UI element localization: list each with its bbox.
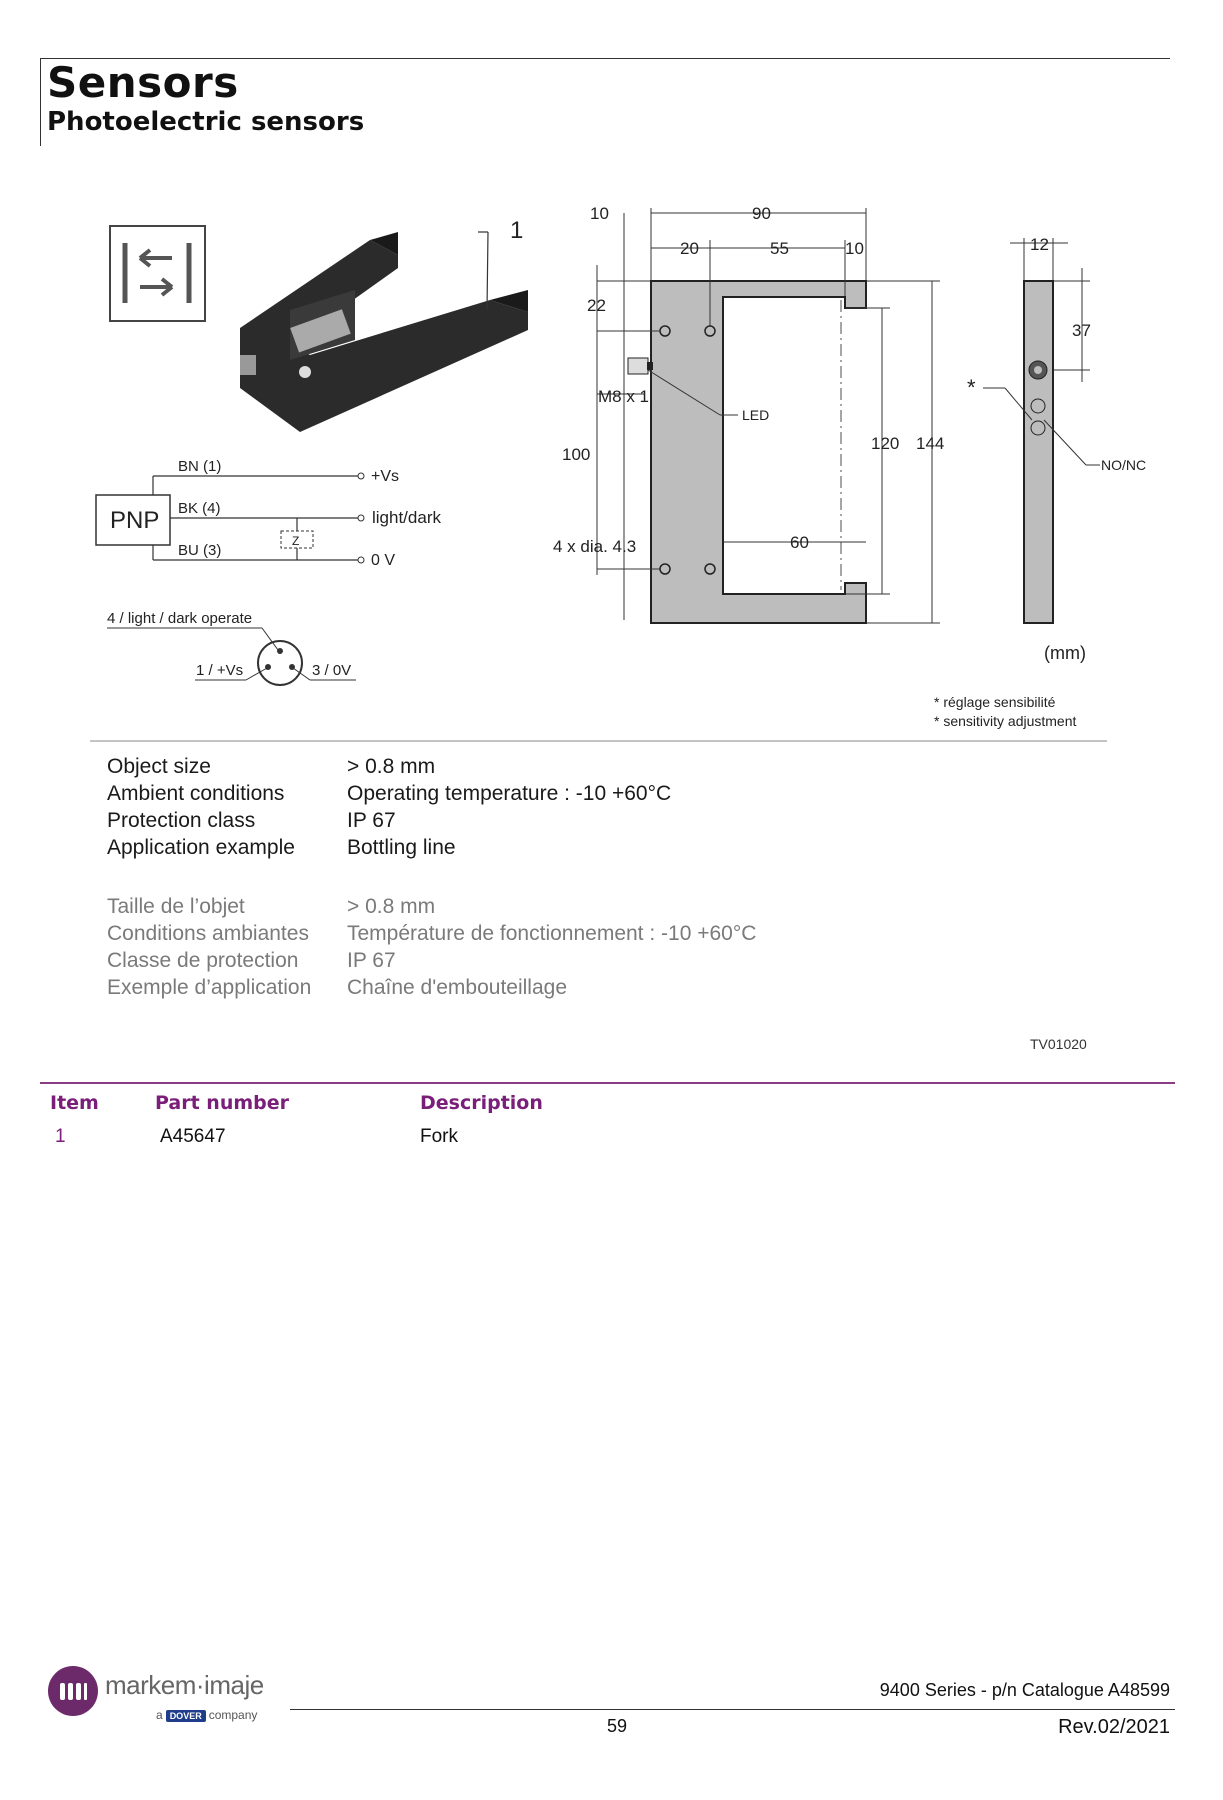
dim-55: 55 xyxy=(770,239,789,258)
star-marker: * xyxy=(967,375,976,400)
footer-rule xyxy=(290,1709,1175,1710)
dim-144: 144 xyxy=(916,434,945,453)
markem-imaje-logo-icon xyxy=(48,1666,98,1716)
th-part-number: Part number xyxy=(155,1092,290,1114)
dim-60: 60 xyxy=(790,533,809,552)
spec-fr-label: Classe de protection xyxy=(107,949,299,972)
fork-sensor-photo xyxy=(240,232,528,432)
spec-fr-value: Chaîne d'embouteillage xyxy=(347,976,567,999)
footer-series: 9400 Series - p/n Catalogue A48599 xyxy=(879,1680,1170,1700)
spec-en-label: Protection class xyxy=(107,809,256,832)
dim-100: 100 xyxy=(562,445,591,464)
spec-en-value: Bottling line xyxy=(347,836,456,859)
specs-fr xyxy=(0,893,900,1003)
page-number: 59 xyxy=(607,1716,628,1736)
pin3-label: 3 / 0V xyxy=(312,662,352,679)
dim-10-left: 10 xyxy=(590,204,609,223)
tagline-company: company xyxy=(208,1708,258,1722)
dim-m8: M8 x 1 xyxy=(598,387,650,406)
spec-en-value: IP 67 xyxy=(347,809,396,832)
spec-fr-value: IP 67 xyxy=(347,949,396,972)
pnp-label: PNP xyxy=(110,507,160,534)
spec-fr-value: Température de fonctionnement : -10 +60°C xyxy=(347,922,757,945)
dim-20: 20 xyxy=(680,239,699,258)
unit-label: (mm) xyxy=(1044,643,1086,663)
zero-v-label: 0 V xyxy=(371,552,396,569)
note-en: * sensitivity adjustment xyxy=(934,713,1077,729)
dim-10-right: 10 xyxy=(845,239,864,258)
side-view-drawing xyxy=(1024,281,1053,623)
callout-1: 1 xyxy=(510,217,524,244)
led-label: LED xyxy=(742,407,770,423)
tagline-a: a xyxy=(156,1708,163,1722)
note-fr: * réglage sensibilité xyxy=(934,694,1056,710)
spec-fr-label: Taille de l’objet xyxy=(107,895,245,918)
vs-label: +Vs xyxy=(371,468,400,485)
fork-sensor-symbol-icon xyxy=(110,226,205,321)
revision: Rev.02/2021 xyxy=(1058,1716,1170,1738)
dim-120: 120 xyxy=(871,434,900,453)
spec-fr-label: Conditions ambiantes xyxy=(107,922,309,945)
spec-en-label: Application example xyxy=(107,836,295,859)
nonc-label: NO/NC xyxy=(1101,457,1147,473)
specs-en xyxy=(0,753,900,863)
dim-12: 12 xyxy=(1030,235,1049,254)
cell-part-number: A45647 xyxy=(160,1126,226,1147)
wire-bk-label: BK (4) xyxy=(178,500,221,517)
th-item: Item xyxy=(50,1092,99,1114)
wire-bn-label: BN (1) xyxy=(178,458,222,475)
z-label: Z xyxy=(292,534,300,548)
brand-name: markem·imaje xyxy=(105,1670,264,1700)
page-subtitle: Photoelectric sensors xyxy=(47,107,365,137)
pin1-label: 1 / +Vs xyxy=(196,662,244,679)
th-description: Description xyxy=(420,1092,543,1114)
dim-37: 37 xyxy=(1072,321,1091,340)
wire-bu-label: BU (3) xyxy=(178,542,222,559)
spec-en-value: Operating temperature : -10 +60°C xyxy=(347,782,672,805)
dim-90: 90 xyxy=(752,204,771,223)
spec-en-label: Ambient conditions xyxy=(107,782,285,805)
holes-label: 4 x dia. 4.3 xyxy=(553,537,637,556)
sensor-technical-drawing xyxy=(0,0,1223,760)
brand-tagline xyxy=(156,1708,257,1722)
light-dark-label: light/dark xyxy=(372,508,441,527)
page-title: Sensors xyxy=(47,58,239,107)
pin4-label: 4 / light / dark operate xyxy=(107,610,253,627)
dim-22: 22 xyxy=(587,296,606,315)
spec-en-value: > 0.8 mm xyxy=(347,755,436,778)
cell-item: 1 xyxy=(55,1126,66,1147)
spec-en-label: Object size xyxy=(107,755,211,778)
dover-logo: DOVER xyxy=(166,1710,206,1722)
spec-fr-value: > 0.8 mm xyxy=(347,895,436,918)
reference-code: TV01020 xyxy=(1030,1036,1087,1052)
spec-fr-label: Exemple d’application xyxy=(107,976,312,999)
cell-description: Fork xyxy=(420,1126,458,1147)
front-view-drawing xyxy=(628,281,866,623)
parts-table-rule xyxy=(40,1082,1175,1084)
